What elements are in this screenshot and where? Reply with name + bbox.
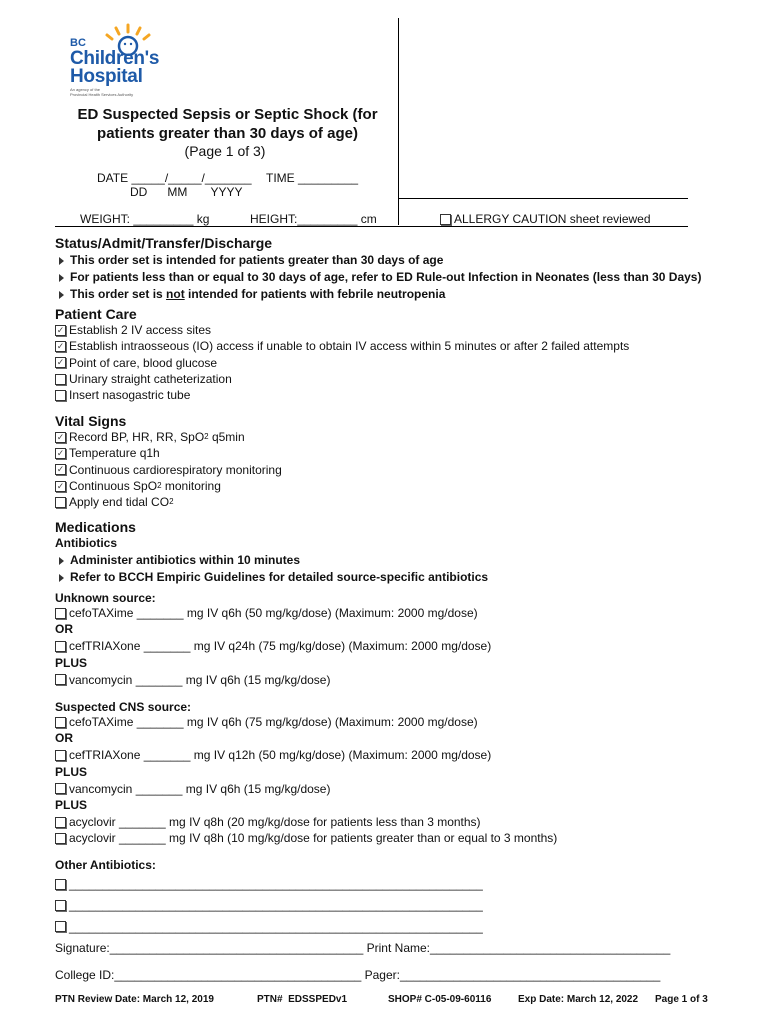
status-item-2: For patients less than or equal to 30 days of age, refer to ED Rule-out Infection in Neonates (less than 30 Days): [55, 269, 755, 286]
patient-care-checkbox[interactable]: ✓: [56, 324, 65, 335]
header-right-rule: [398, 198, 688, 199]
vital-signs-heading: Vital Signs: [55, 413, 127, 429]
footer-review-date: PTN Review Date: March 12, 2019: [55, 994, 214, 1005]
allergy-label: ALLERGY CAUTION sheet reviewed: [454, 212, 651, 226]
logo-subtitle: An agency of the Provincial Health Services Authority: [70, 87, 134, 97]
antibiotics-heading: Antibiotics: [55, 536, 117, 550]
cns-acyclovir-2-checkbox[interactable]: [55, 833, 66, 844]
vital-signs-section: [55, 413, 755, 510]
other-antibiotic-line-3: [55, 919, 755, 935]
patient-care-item: [55, 355, 755, 371]
header-rule: [55, 226, 688, 227]
arrow-icon: [59, 291, 64, 299]
vital-record-item: ✓ Record BP, HR, RR, SpO 2 q5min: [56, 430, 245, 444]
arrow-icon: [59, 574, 64, 582]
other-antibiotic-3-input[interactable]: ______________________________________________________________: [69, 919, 483, 934]
logo-bc-text: BC: [70, 37, 86, 49]
unknown-vancomycin-checkbox[interactable]: [55, 674, 66, 685]
arrow-icon: [59, 257, 64, 265]
college-id-line[interactable]: College ID:_____________________________________ Pager:_______________________________________: [55, 968, 661, 982]
plus-label: PLUS: [55, 797, 88, 812]
status-section: [55, 235, 755, 303]
other-antibiotics-block: [55, 857, 755, 935]
patient-care-checkbox[interactable]: [55, 390, 66, 401]
footer-shop: SHOP# C-05-09-60116: [388, 994, 492, 1005]
cns-ceftriaxone-checkbox[interactable]: [55, 750, 66, 761]
unknown-ceftriaxone: cefTRIAXone _______ mg IV q24h (75 mg/kg/dose) (Maximum: 2000 mg/dose): [55, 638, 755, 654]
or-label: OR: [55, 622, 73, 637]
medications-section: [55, 519, 755, 586]
unknown-source-block: [55, 591, 755, 688]
footer-page: Page 1 of 3: [655, 994, 708, 1005]
allergy-caution-row: [440, 212, 651, 226]
plus-label: PLUS: [55, 655, 88, 670]
cns-vancomycin: vancomycin _______ mg IV q6h (15 mg/kg/dose): [55, 781, 755, 797]
patient-care-checkbox[interactable]: ✓: [56, 340, 65, 351]
vital-temperature-item: ✓ Temperature q1h: [56, 446, 160, 461]
other-antibiotic-1-input[interactable]: ______________________________________________________________: [69, 877, 483, 891]
other-antibiotic-2-input[interactable]: ______________________________________________________________: [69, 898, 483, 913]
allergy-checkbox[interactable]: [440, 214, 451, 225]
patient-care-checkbox[interactable]: ✓: [56, 357, 65, 368]
cns-source-block: [55, 700, 755, 846]
page-indicator: (Page 1 of 3): [184, 143, 266, 159]
patient-care-list: [55, 322, 755, 403]
other-antibiotic-line-1: [55, 876, 755, 892]
weight-field[interactable]: WEIGHT: _________ kg: [80, 212, 210, 226]
patient-care-item: [55, 387, 755, 403]
cns-cefotaxime-checkbox[interactable]: [55, 717, 66, 728]
other-antibiotic-3-checkbox[interactable]: [55, 921, 66, 932]
cns-source-heading: Suspected CNS source:: [55, 700, 192, 714]
arrow-icon: [59, 557, 64, 565]
other-antibiotics-heading: Other Antibiotics:: [55, 858, 156, 872]
cns-cefotaxime: cefoTAXime _______ mg IV q6h (75 mg/kg/dose) (Maximum: 2000 mg/dose): [55, 714, 755, 730]
patient-care-item: [55, 322, 755, 338]
patient-care-label: Establish intraosseous (IO) access if unable to obtain IV access within 5 minutes or after 2 failed attempts: [69, 339, 630, 354]
footer-ptn: PTN# EDSSPEDv1: [257, 994, 348, 1005]
vital-record-checkbox[interactable]: ✓: [56, 431, 65, 442]
patient-care-heading: Patient Care: [55, 306, 137, 322]
patient-care-section: [55, 306, 755, 403]
medications-heading: Medications: [55, 519, 136, 535]
time-field[interactable]: TIME _________: [266, 171, 359, 185]
unknown-cefotaxime-checkbox[interactable]: [55, 608, 66, 619]
logo-name: Children's Hospital: [70, 48, 160, 87]
patient-care-label: Establish 2 IV access sites: [69, 323, 212, 337]
vital-etco2-checkbox[interactable]: [55, 497, 66, 508]
patient-care-item: [55, 338, 755, 354]
vital-temperature-checkbox[interactable]: ✓: [56, 447, 65, 458]
patient-care-label: Urinary straight catheterization: [69, 371, 232, 386]
form-title: ED Suspected Sepsis or Septic Shock (for patients greater than 30 days of age): [77, 106, 378, 142]
cns-acyclovir-2: acyclovir _______ mg IV q8h (10 mg/kg/dose for patients greater than or equal to 3 months): [55, 830, 755, 846]
vital-spo2-item: ✓ Continuous SpO 2 monitoring: [56, 478, 221, 493]
footer-exp-date: Exp Date: March 12, 2022: [518, 994, 639, 1005]
cns-ceftriaxone: cefTRIAXone _______ mg IV q12h (50 mg/kg/dose) (Maximum: 2000 mg/dose): [55, 747, 755, 763]
antibiotic-bullet-1: Administer antibiotics within 10 minutes: [55, 552, 755, 569]
status-heading: Status/Admit/Transfer/Discharge: [55, 235, 273, 251]
other-antibiotic-1-checkbox[interactable]: [55, 879, 66, 890]
vital-cardio-item: ✓ Continuous cardiorespiratory monitoring: [56, 462, 282, 477]
patient-care-item: [55, 371, 755, 387]
cns-acyclovir-1-checkbox[interactable]: [55, 817, 66, 828]
other-antibiotic-line-2: [55, 897, 755, 913]
unknown-source-heading: Unknown source:: [55, 591, 156, 605]
or-label: OR: [55, 731, 73, 746]
status-item-1: This order set is intended for patients greater than 30 days of age: [55, 252, 755, 269]
antibiotic-bullet-2: Refer to BCCH Empiric Guidelines for detailed source-specific antibiotics: [55, 569, 755, 586]
cns-acyclovir-1: acyclovir _______ mg IV q8h (20 mg/kg/dose for patients less than 3 months): [55, 814, 755, 830]
date-format-label: DD MM YYYY: [130, 185, 243, 199]
date-field[interactable]: DATE _____/_____/_______: [97, 171, 252, 185]
unknown-vancomycin: vancomycin _______ mg IV q6h (15 mg/kg/dose): [55, 672, 755, 688]
height-field[interactable]: HEIGHT:_________ cm: [250, 212, 377, 226]
plus-label: PLUS: [55, 764, 88, 779]
vital-etco2-item: Apply end tidal CO 2: [55, 494, 755, 510]
cns-vancomycin-checkbox[interactable]: [55, 783, 66, 794]
other-antibiotic-2-checkbox[interactable]: [55, 900, 66, 911]
patient-care-label: Point of care, blood glucose: [69, 355, 218, 370]
vital-cardio-checkbox[interactable]: ✓: [56, 464, 65, 475]
unknown-ceftriaxone-checkbox[interactable]: [55, 641, 66, 652]
arrow-icon: [59, 274, 64, 282]
patient-care-label: Insert nasogastric tube: [69, 388, 191, 403]
vital-spo2-checkbox[interactable]: ✓: [56, 480, 65, 491]
unknown-cefotaxime: cefoTAXime _______ mg IV q6h (50 mg/kg/dose) (Maximum: 2000 mg/dose): [55, 605, 755, 621]
status-item-3: This order set is not intended for patients with febrile neutropenia: [55, 286, 755, 303]
patient-care-checkbox[interactable]: [55, 374, 66, 385]
signature-line[interactable]: Signature:______________________________________ Print Name:____________________________________: [55, 941, 671, 955]
